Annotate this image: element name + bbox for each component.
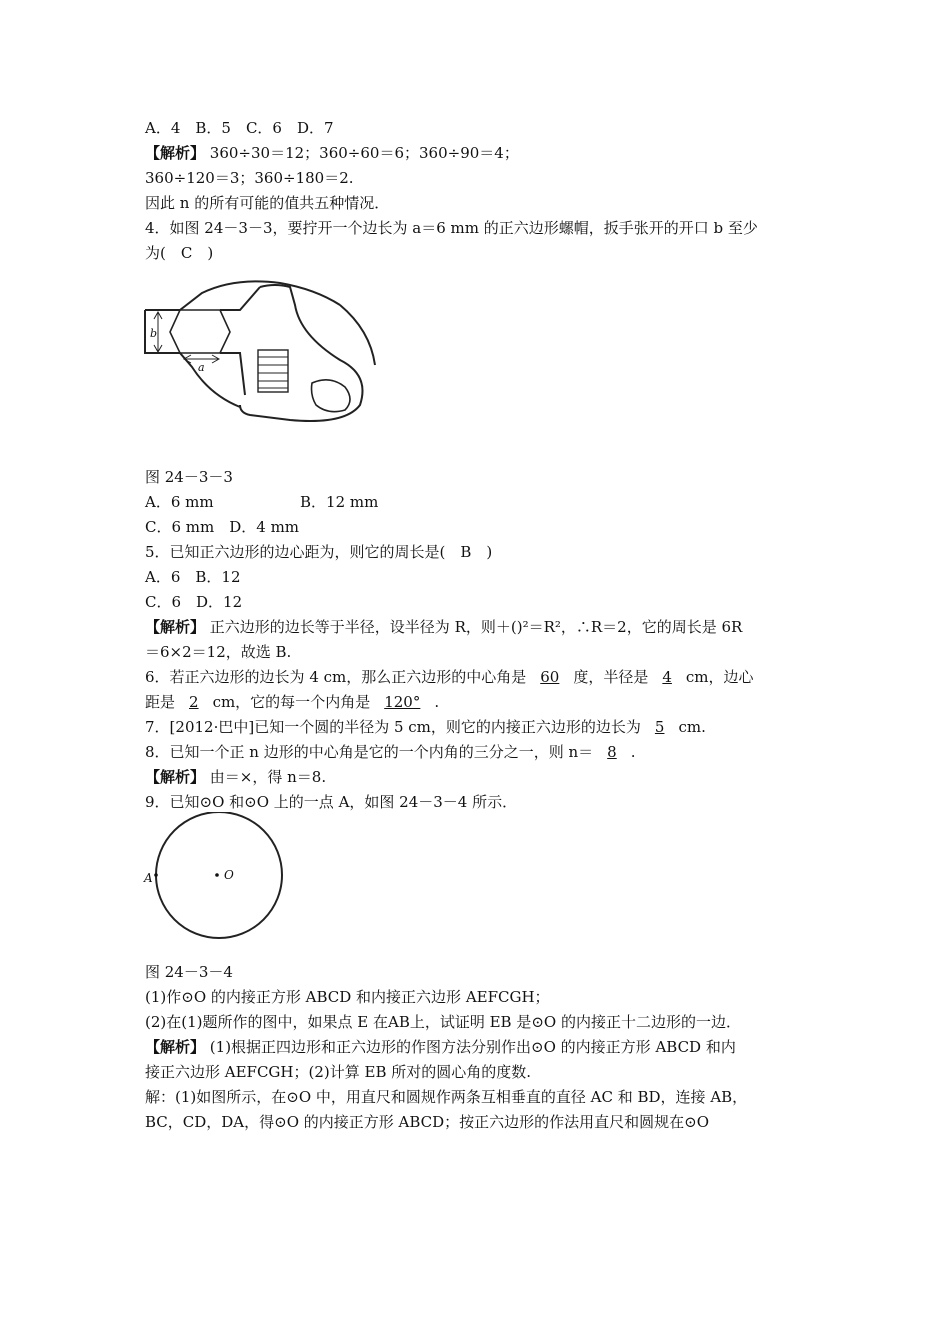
q6-answer-angle: 60 bbox=[540, 668, 560, 686]
q5-stem: 5．已知正六边形的边心距为，则它的周长是( B ) bbox=[145, 543, 493, 561]
q4-option-b: B．12 mm bbox=[300, 493, 379, 511]
q5-options-ab: A．6 B．12 bbox=[145, 568, 241, 586]
q8-answer: 8 bbox=[607, 743, 617, 761]
q7-text: cm. bbox=[678, 718, 706, 736]
q4-options-cd: C．6 mm D．4 mm bbox=[145, 518, 300, 536]
q6-answer-radius: 4 bbox=[662, 668, 672, 686]
q6-answer-apothem: 2 bbox=[189, 693, 199, 711]
q7-text: 7．[2012·巴中]已知一个圆的半径为 5 cm，则它的内接正六边形的边长为 bbox=[145, 718, 641, 736]
analysis-text: (1)根据正四边形和正六边形的作图方法分别作出⊙O 的内接正方形 ABCD 和内 bbox=[209, 1038, 736, 1056]
q8-text: 8．已知一个正 n 边形的中心角是它的一个内角的三分之一，则 n＝ bbox=[145, 743, 594, 761]
q8-analysis bbox=[145, 767, 326, 787]
analysis-tag: 【解析】 bbox=[145, 1038, 206, 1056]
q4-stem-line2: 为( C ) bbox=[145, 244, 214, 262]
analysis-text: 正六边形的边长等于半径，设半径为 R，则＋()²＝R²，∴R＝2，它的周长是 6R bbox=[209, 618, 743, 636]
q6-text: cm，它的每一个内角是 bbox=[212, 693, 371, 711]
q9-stem: 9．已知⊙O 和⊙O 上的一点 A，如图 24－3－4 所示． bbox=[145, 793, 518, 811]
q5-options-cd: C．6 D．12 bbox=[145, 593, 243, 611]
wrench-figure bbox=[140, 275, 380, 440]
q3-analysis-line2: 360÷120＝3；360÷180＝2. bbox=[145, 169, 354, 187]
q6-text: 距是 bbox=[145, 693, 176, 711]
analysis-tag: 【解析】 bbox=[145, 144, 206, 162]
q4-option-a: A．6 mm bbox=[145, 493, 214, 511]
analysis-text: 360÷30＝12；360÷60＝6；360÷90＝4； bbox=[209, 144, 519, 162]
q8 bbox=[145, 742, 636, 762]
q7 bbox=[145, 717, 706, 737]
q6-text: . bbox=[434, 693, 440, 711]
q9-solution-line2: BC，CD，DA，得⊙O 的内接正方形 ABCD；按正六边形的作法用直尺和圆规在⊙O bbox=[145, 1113, 710, 1131]
q3-options: A．4 B．5 C．6 D．7 bbox=[145, 119, 334, 137]
label-a: a bbox=[198, 361, 205, 374]
q6-answer-interior-angle: 120° bbox=[384, 693, 421, 711]
q9-part2: (2)在(1)题所作的图中，如果点 E 在AB上，试证明 EB 是⊙O 的内接正十二边形的一边． bbox=[145, 1013, 741, 1031]
q3-analysis bbox=[145, 143, 519, 163]
label-o: O bbox=[224, 868, 234, 882]
q9-solution-line1: 解：(1)如图所示，在⊙O 中，用直尺和圆规作两条互相垂直的直径 AC 和 BD，连接 AB， bbox=[145, 1088, 748, 1106]
q4-stem-line1: 4．如图 24－3－3，要拧开一个边长为 a＝6 mm 的正六边形螺帽，扳手张开的开口 b 至少 bbox=[145, 219, 758, 237]
q7-answer: 5 bbox=[654, 718, 665, 736]
analysis-text: 由＝×，得 n＝8. bbox=[209, 768, 327, 786]
q8-text: . bbox=[630, 743, 636, 761]
q6-line1 bbox=[145, 667, 754, 687]
q9-analysis-line2: 接正六边形 AEFCGH；(2)计算 EB 所对的圆心角的度数. bbox=[145, 1063, 532, 1081]
analysis-tag: 【解析】 bbox=[145, 768, 206, 786]
analysis-tag: 【解析】 bbox=[145, 618, 206, 636]
q9-part1: (1)作⊙O 的内接正方形 ABCD 和内接正六边形 AEFCGH； bbox=[145, 988, 550, 1006]
q5-analysis-line2: ＝6×2＝12，故选 B. bbox=[145, 643, 292, 661]
circle-figure bbox=[140, 812, 290, 947]
label-a: A bbox=[144, 871, 153, 885]
q3-conclusion: 因此 n 的所有可能的值共五种情况． bbox=[145, 194, 390, 212]
q5-analysis bbox=[145, 617, 742, 637]
q6-line2 bbox=[145, 692, 439, 712]
fig4-caption: 图 24－3－4 bbox=[145, 963, 233, 981]
label-b: b bbox=[150, 327, 158, 340]
q9-analysis bbox=[145, 1037, 736, 1057]
q6-text: 6．若正六边形的边长为 4 cm，那么正六边形的中心角是 bbox=[145, 668, 527, 686]
fig3-caption: 图 24－3－3 bbox=[145, 468, 233, 486]
q6-text: 度，半径是 bbox=[573, 668, 649, 686]
q6-text: cm，边心 bbox=[685, 668, 754, 686]
